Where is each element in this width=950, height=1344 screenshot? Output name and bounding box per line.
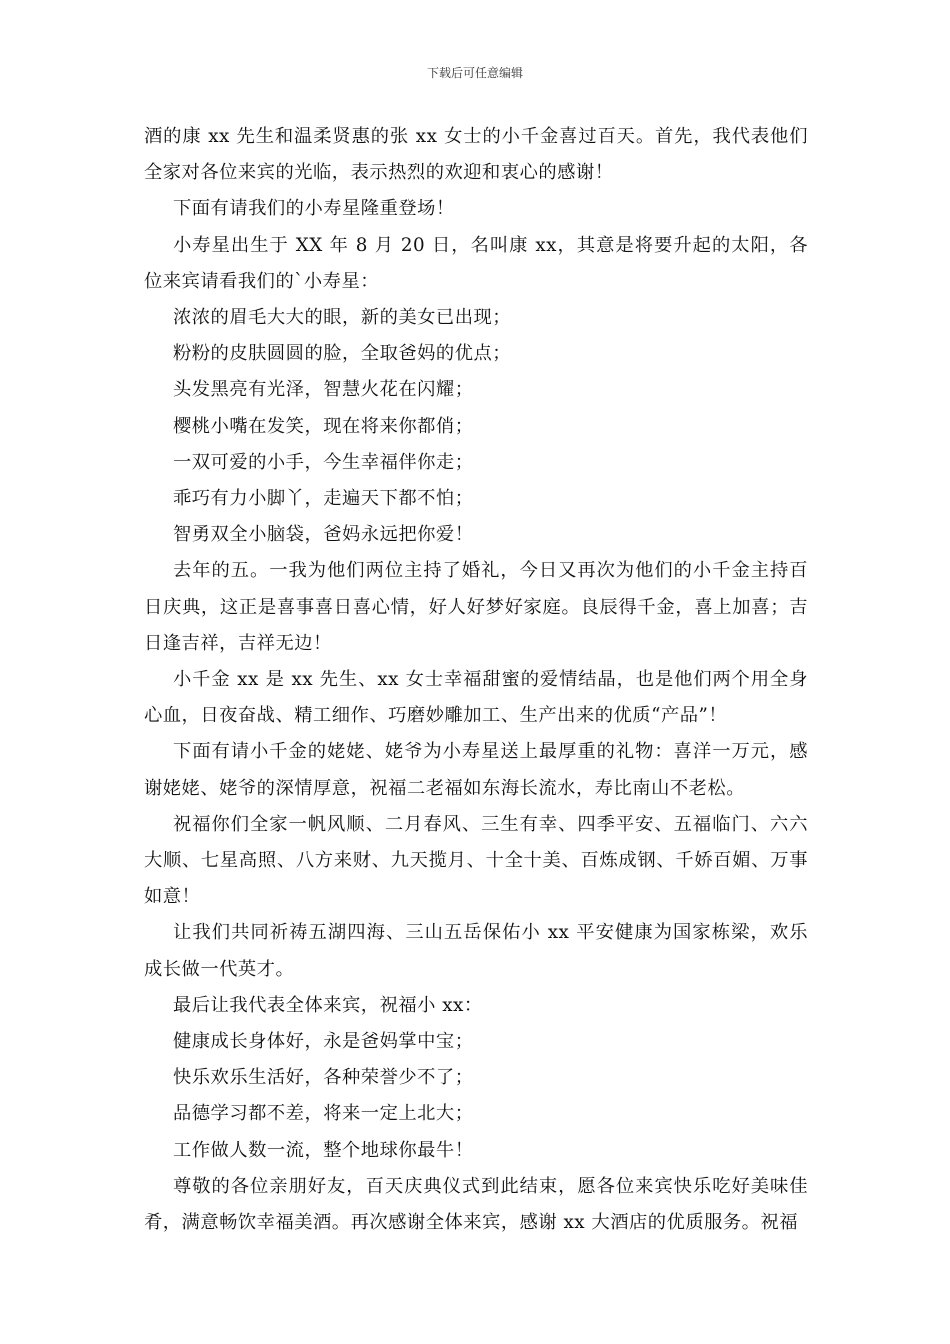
poem-line: 浓浓的眉毛大大的眼，新的美女已出现； bbox=[173, 307, 512, 329]
poem-line: 健康成长身体好，永是爸妈掌中宝； bbox=[173, 1031, 474, 1053]
poem-line: 一双可爱的小手，今生幸福伴你走； bbox=[173, 451, 474, 473]
paragraph: 最后让我代表全体来宾，祝福小 xx： bbox=[173, 994, 483, 1016]
paragraph: 小千金 xx 是 xx 先生、xx 女士幸福甜蜜的爱情结晶，也是他们两个用全身心血，日夜奋战、精工细作、巧磨妙雕加工、生产出来的优质“产品”！ bbox=[144, 669, 808, 727]
paragraph: 酒的康 xx 先生和温柔贤惠的张 xx 女士的小千金喜过百天。首先，我代表他们全家对各位来宾的光临，表示热烈的欢迎和衷心的感谢！ bbox=[144, 126, 808, 184]
paragraph: 下面有请小千金的姥姥、姥爷为小寿星送上最厚重的礼物：喜洋一万元，感谢姥姥、姥爷的深情厚意，祝福二老福如东海长流水，寿比南山不老松。 bbox=[144, 741, 808, 799]
document-body bbox=[144, 119, 808, 1241]
poem-line: 工作做人数一流，整个地球你最牛！ bbox=[173, 1139, 474, 1161]
paragraph: 下面有请我们的小寿星隆重登场！ bbox=[173, 198, 455, 220]
poem-line: 智勇双全小脑袋，爸妈永远把你爱！ bbox=[173, 524, 474, 546]
poem-line: 乖巧有力小脚丫，走遍天下都不怕； bbox=[173, 488, 474, 510]
paragraph: 祝福你们全家一帆风顺、二月春风、三生有幸、四季平安、五福临门、六六大顺、七星高照、八方来财、九天揽月、十全十美、百炼成钢、千娇百媚、万事如意！ bbox=[144, 813, 808, 908]
poem-line: 头发黑亮有光泽，智慧火花在闪耀； bbox=[173, 379, 474, 401]
poem-line: 品德学习都不差，将来一定上北大； bbox=[173, 1103, 474, 1125]
paragraph: 小寿星出生于 XX 年 8 月 20 日，名叫康 xx，其意是将要升起的太阳，各位来宾请看我们的`小寿星： bbox=[144, 234, 808, 292]
poem-line: 粉粉的皮肤圆圆的脸，全取爸妈的优点； bbox=[173, 343, 512, 365]
page-header: 下载后可任意编辑 bbox=[426, 66, 523, 80]
poem-line: 快乐欢乐生活好，各种荣誉少不了； bbox=[173, 1067, 474, 1089]
paragraph: 让我们共同祈祷五湖四海、三山五岳保佑小 xx 平安健康为国家栋梁，欢乐成长做一代英才。 bbox=[144, 922, 808, 980]
paragraph: 尊敬的各位亲朋好友，百天庆典仪式到此结束，愿各位来宾快乐吃好美味佳肴，满意畅饮幸福美酒。再次感谢全体来宾，感谢 xx 大酒店的优质服务。祝福 bbox=[144, 1175, 808, 1234]
paragraph: 去年的五。一我为他们两位主持了婚礼，今日又再次为他们的小千金主持百日庆典，这正是喜事喜日喜心情，好人好梦好家庭。良辰得千金，喜上加喜；吉日逢吉祥，吉祥无边！ bbox=[144, 560, 808, 654]
poem-line: 樱桃小嘴在发笑，现在将来你都俏； bbox=[173, 415, 474, 437]
